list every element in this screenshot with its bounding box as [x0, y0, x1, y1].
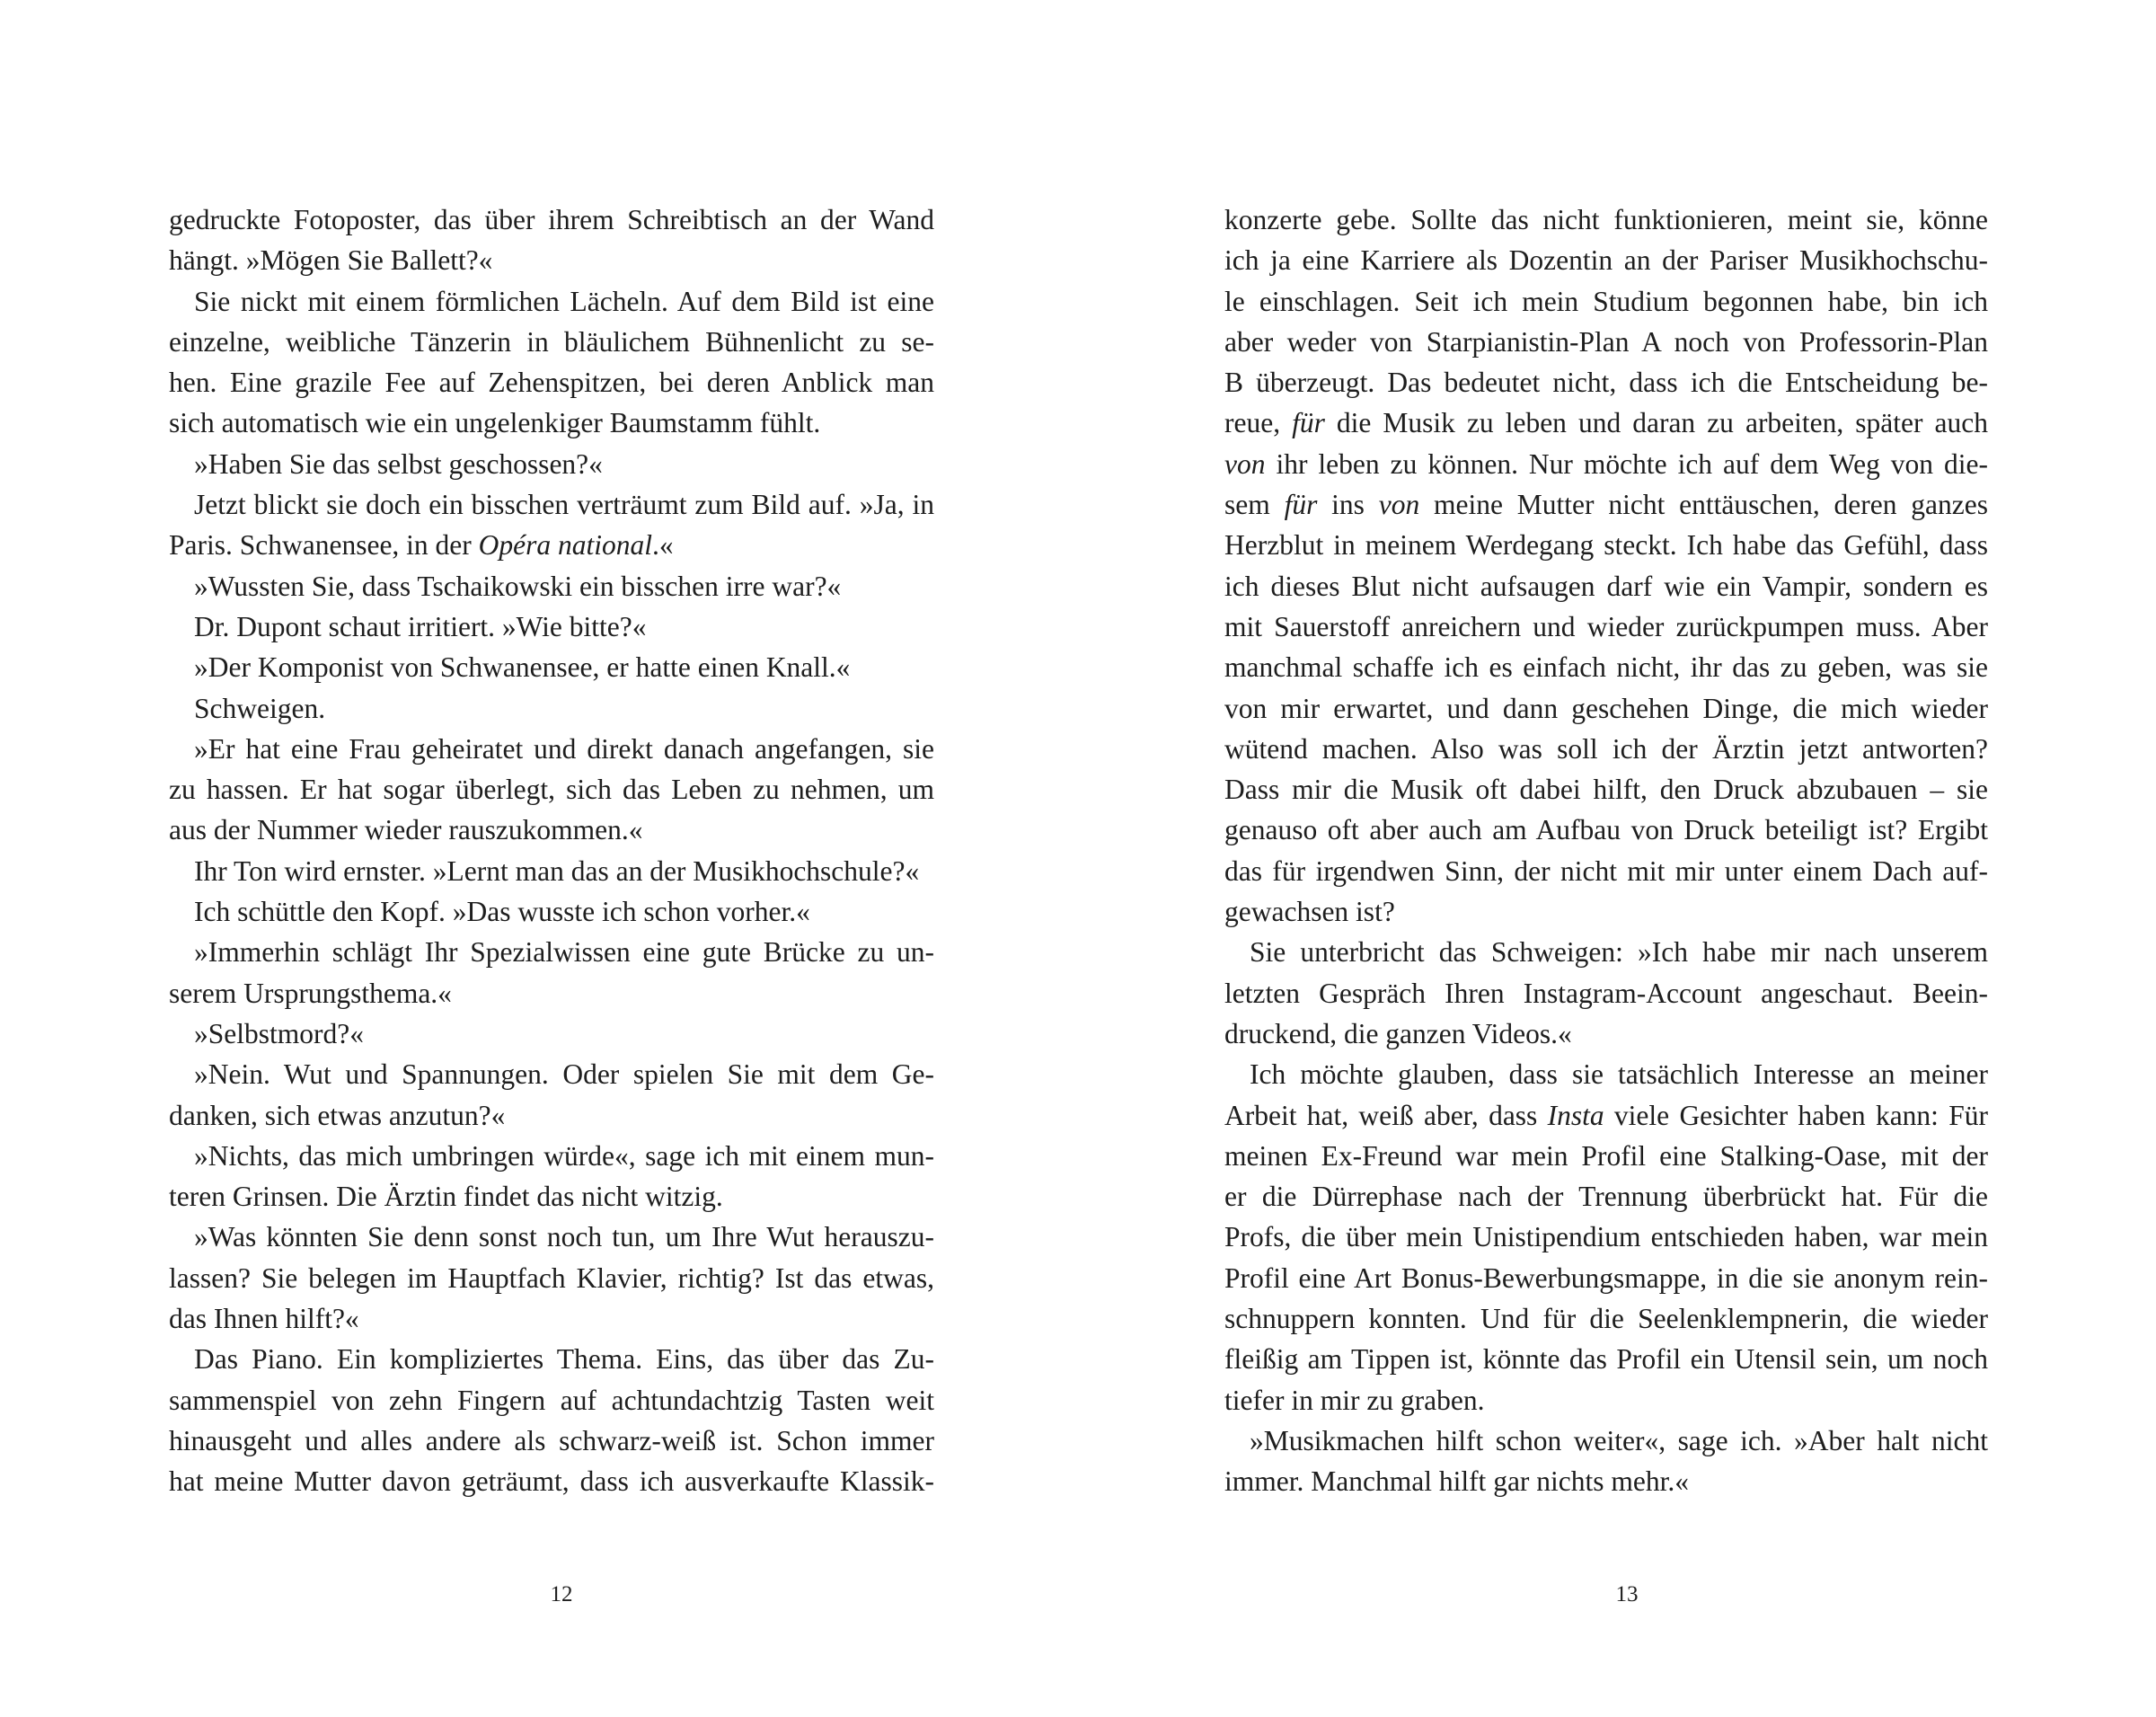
- text-line: [169, 322, 934, 362]
- text-segment: manchmal schaffe ich es einfach nicht, ihr das zu geben, was sie: [1224, 651, 1988, 684]
- text-segment: »Was könnten Sie denn sonst noch tun, um Ihre Wut herauszu-: [194, 1221, 934, 1253]
- text-segment: Sie nickt mit einem förmlichen Lächeln. Auf dem Bild ist eine: [194, 285, 934, 317]
- text-line: [1224, 729, 1988, 769]
- text-segment: reue,: [1224, 407, 1293, 439]
- text-line: [1224, 322, 1988, 362]
- text-segment: ins: [1317, 489, 1379, 521]
- text-line: [169, 1298, 934, 1339]
- text-line: [1224, 1095, 1988, 1136]
- text-segment: gewachsen ist?: [1224, 896, 1395, 928]
- text-segment: Ich möchte glauben, dass sie tatsächlich Interesse an meiner: [1250, 1058, 1988, 1091]
- text-segment: lassen? Sie belegen im Hauptfach Klavier, richtig? Ist das etwas,: [169, 1261, 934, 1294]
- text-line: [169, 281, 934, 322]
- text-line: [169, 1380, 934, 1421]
- text-segment: »Nichts, das mich umbringen würde«, sage ich mit einem mun-: [194, 1139, 934, 1172]
- text-line: [169, 729, 934, 769]
- text-line: [169, 1339, 934, 1379]
- text-line: [169, 199, 934, 240]
- text-segment: »Der Komponist von Schwanensee, er hatte einen Knall.«: [194, 651, 851, 684]
- text-segment: Ihr Ton wird ernster. »Lernt man das an der Musikhochschule?«: [194, 854, 920, 887]
- text-line: [1224, 1380, 1988, 1421]
- text-segment: .«: [652, 529, 674, 562]
- text-line: [169, 403, 934, 443]
- page-number: 12: [550, 1582, 573, 1606]
- text-line: [169, 973, 934, 1013]
- text-line: [1224, 810, 1988, 850]
- page-number: 13: [1615, 1582, 1639, 1606]
- text-line: [169, 647, 934, 687]
- text-segment: genauso oft aber auch am Aufbau von Druck beteiligt ist? Ergibt: [1224, 814, 1988, 846]
- text-line: [1224, 199, 1988, 240]
- text-line: [1224, 444, 1988, 484]
- text-line: [1224, 1013, 1988, 1054]
- text-line: [169, 891, 934, 932]
- text-segment: hinausgeht und alles andere als schwarz-weiß ist. Schon immer: [169, 1424, 934, 1456]
- text-line: [169, 769, 934, 810]
- text-line: [169, 1461, 934, 1501]
- text-segment: viele Gesichter haben kann: Für: [1604, 1099, 1988, 1131]
- text-segment: »Er hat eine Frau geheiratet und direkt danach angefangen, sie: [194, 732, 934, 765]
- text-segment: Dass mir die Musik oft dabei hilft, den Druck abzubauen – sie: [1224, 774, 1988, 806]
- text-line: [169, 1258, 934, 1298]
- text-line: [1224, 484, 1988, 525]
- text-segment: sem: [1224, 489, 1285, 521]
- text-segment: teren Grinsen. Die Ärztin findet das nicht witzig.: [169, 1181, 723, 1213]
- text-segment: fleißig am Tippen ist, könnte das Profil ein Utensil sein, um noch: [1224, 1343, 1988, 1376]
- text-segment: aus der Nummer wieder rauszukommen.«: [169, 814, 643, 846]
- text-segment: »Haben Sie das selbst geschossen?«: [194, 447, 603, 480]
- text-line: [1224, 1461, 1988, 1501]
- text-segment: Profil eine Art Bonus-Bewerbungsmappe, in die sie anonym rein-: [1224, 1261, 1988, 1294]
- text-line: [169, 240, 934, 280]
- italic-text: von: [1224, 447, 1266, 480]
- text-line: [169, 810, 934, 850]
- text-segment: konzerte gebe. Sollte das nicht funktionieren, meint sie, könne: [1224, 204, 1988, 235]
- text-line: [169, 566, 934, 606]
- text-segment: von mir erwartet, und dann geschehen Dinge, die mich wieder: [1224, 692, 1988, 724]
- text-segment: Jetzt blickt sie doch ein bisschen verträumt zum Bild auf. »Ja, in: [194, 489, 934, 521]
- text-segment: Arbeit hat, weiß aber, dass: [1224, 1099, 1548, 1131]
- text-line: [169, 851, 934, 891]
- italic-text: Insta: [1547, 1099, 1604, 1131]
- text-segment: ich ja eine Karriere als Dozentin an der Pariser Musikhochschu-: [1224, 244, 1988, 277]
- text-line: [1224, 1421, 1988, 1461]
- text-segment: die Musik zu leben und daran zu arbeiten, später auch: [1324, 407, 1988, 439]
- text-segment: »Selbstmord?«: [194, 1017, 364, 1049]
- text-line: [169, 1095, 934, 1136]
- text-line: [1224, 525, 1988, 565]
- text-line: [1224, 362, 1988, 403]
- text-segment: einzelne, weibliche Tänzerin in bläulichem Bühnenlicht zu se-: [169, 325, 934, 358]
- text-line: [169, 1136, 934, 1176]
- text-line: [169, 1217, 934, 1257]
- text-segment: immer. Manchmal hilft gar nichts mehr.«: [1224, 1465, 1690, 1498]
- text-segment: »Nein. Wut und Spannungen. Oder spielen Sie mit dem Ge-: [194, 1058, 934, 1091]
- text-segment: aber weder von Starpianistin-Plan A noch von Professorin-Plan: [1224, 325, 1988, 358]
- text-segment: Paris. Schwanensee, in der: [169, 529, 479, 562]
- text-segment: gedruckte Fotoposter, das über ihrem Schreibtisch an der Wand: [169, 204, 934, 235]
- text-segment: »Wussten Sie, dass Tschaikowski ein bisschen irre war?«: [194, 570, 842, 602]
- text-segment: Schweigen.: [194, 692, 326, 724]
- text-line: [1224, 1217, 1988, 1257]
- text-line: [1224, 1054, 1988, 1094]
- text-segment: Sie unterbricht das Schweigen: »Ich habe mir nach unserem: [1250, 936, 1988, 969]
- text-line: [169, 444, 934, 484]
- text-line: [1224, 1298, 1988, 1339]
- text-segment: Ich schüttle den Kopf. »Das wusste ich schon vorher.«: [194, 896, 810, 928]
- text-segment: hängt. »Mögen Sie Ballett?«: [169, 244, 493, 277]
- text-segment: schnuppern konnten. Und für die Seelenklempnerin, die wieder: [1224, 1303, 1988, 1335]
- text-segment: zu hassen. Er hat sogar überlegt, sich das Leben zu nehmen, um: [169, 774, 934, 806]
- text-segment: hen. Eine grazile Fee auf Zehenspitzen, bei deren Anblick man: [169, 367, 934, 399]
- text-line: [1224, 851, 1988, 891]
- left-page-text: [169, 199, 934, 1502]
- italic-text: von: [1378, 489, 1420, 521]
- text-segment: er die Dürrephase nach der Trennung überbrückt hat. Für die: [1224, 1181, 1988, 1213]
- text-segment: letzten Gespräch Ihren Instagram-Account angeschaut. Beein-: [1224, 977, 1988, 1009]
- text-line: [1224, 973, 1988, 1013]
- text-segment: meinen Ex-Freund war mein Profil eine Stalking-Oase, mit der: [1224, 1139, 1988, 1172]
- italic-text: Opéra national: [478, 529, 653, 562]
- text-segment: ich dieses Blut nicht aufsaugen darf wie ein Vampir, sondern es: [1224, 570, 1988, 602]
- text-line: [1224, 688, 1988, 729]
- text-segment: das für irgendwen Sinn, der nicht mit mir unter einem Dach auf-: [1224, 854, 1988, 887]
- text-line: [1224, 240, 1988, 280]
- text-segment: »Immerhin schlägt Ihr Spezialwissen eine gute Brücke zu un-: [194, 936, 934, 969]
- text-segment: meine Mutter nicht enttäuschen, deren ganzes: [1419, 489, 1988, 521]
- text-line: [1224, 281, 1988, 322]
- text-line: [1224, 403, 1988, 443]
- text-line: [169, 688, 934, 729]
- text-segment: sammenspiel von zehn Fingern auf achtundachtzig Tasten weit: [169, 1384, 934, 1416]
- text-line: [169, 606, 934, 647]
- text-segment: danken, sich etwas anzutun?«: [169, 1099, 506, 1131]
- text-segment: mit Sauerstoff anreichern und wieder zurückpumpen muss. Aber: [1224, 610, 1988, 642]
- text-line: [169, 1054, 934, 1094]
- text-line: [1224, 1258, 1988, 1298]
- text-line: [1224, 606, 1988, 647]
- right-page-text: [1224, 199, 1988, 1502]
- text-segment: Das Piano. Ein kompliziertes Thema. Eins, das über das Zu-: [194, 1343, 934, 1376]
- text-line: [1224, 647, 1988, 687]
- text-segment: serem Ursprungsthema.«: [169, 977, 452, 1009]
- text-segment: sich automatisch wie ein ungelenkiger Baumstamm fühlt.: [169, 407, 821, 439]
- text-line: [1224, 1176, 1988, 1217]
- text-segment: le einschlagen. Seit ich mein Studium begonnen habe, bin ich: [1224, 285, 1988, 317]
- text-segment: ihr leben zu können. Nur möchte ich auf dem Weg von die-: [1265, 447, 1988, 480]
- italic-text: für: [1292, 407, 1325, 439]
- text-segment: B überzeugt. Das bedeutet nicht, dass ich die Entscheidung be-: [1224, 367, 1988, 399]
- text-segment: Profs, die über mein Unistipendium entschieden haben, war mein: [1224, 1221, 1988, 1253]
- text-segment: Dr. Dupont schaut irritiert. »Wie bitte?«: [194, 610, 647, 642]
- text-segment: hat meine Mutter davon geträumt, dass ich ausverkaufte Klassik-: [169, 1465, 934, 1498]
- text-line: [169, 362, 934, 403]
- text-segment: Herzblut in meinem Werdegang steckt. Ich habe das Gefühl, dass: [1224, 529, 1988, 562]
- text-line: [169, 1013, 934, 1054]
- text-segment: tiefer in mir zu graben.: [1224, 1384, 1485, 1416]
- text-segment: wütend machen. Also was soll ich der Ärztin jetzt antworten?: [1224, 732, 1988, 765]
- right-page: [1078, 0, 2156, 1717]
- text-segment: das Ihnen hilft?«: [169, 1303, 359, 1335]
- text-line: [1224, 891, 1988, 932]
- text-line: [1224, 769, 1988, 810]
- text-line: [1224, 566, 1988, 606]
- text-line: [169, 484, 934, 525]
- text-line: [169, 1176, 934, 1217]
- text-line: [1224, 1339, 1988, 1379]
- text-segment: »Musikmachen hilft schon weiter«, sage ich. »Aber halt nicht: [1250, 1424, 1988, 1456]
- italic-text: für: [1284, 489, 1318, 521]
- text-segment: druckend, die ganzen Videos.«: [1224, 1017, 1572, 1049]
- text-line: [169, 525, 934, 565]
- text-line: [169, 932, 934, 972]
- text-line: [169, 1421, 934, 1461]
- text-line: [1224, 1136, 1988, 1176]
- text-line: [1224, 932, 1988, 972]
